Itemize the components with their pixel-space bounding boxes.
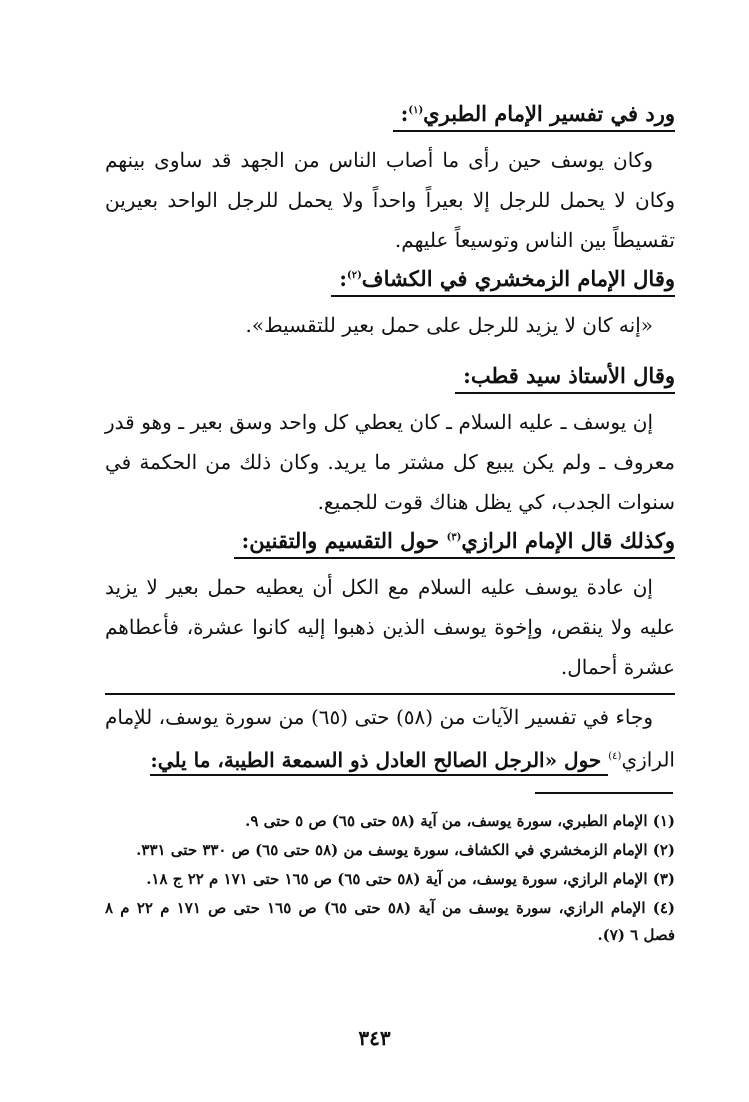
heading-zamakhshari bbox=[331, 266, 675, 297]
footnote-4: (٤) الإمام الرازي، سورة يوسف من آية (٥٨ حتى ٦٥) ص ١٦٥ حتى ص ١٧١ م ٢٢ م ٨ فصل ٦ (٧). bbox=[105, 899, 675, 944]
section-zamakhshari bbox=[105, 266, 675, 297]
section-tabari bbox=[105, 101, 675, 132]
paragraph-razi-intro-start: وجاء في تفسير الآيات من (٥٨) حتى (٦٥) من سورة يوسف، للإمام الرازي bbox=[105, 705, 675, 772]
footnote-2: (٢) الإمام الزمخشري في الكشاف، سورة يوسف من (٥٨ حتى ٦٥) ص ٣٣٠ حتى ٣٣١. bbox=[136, 841, 675, 859]
section-qutb bbox=[105, 363, 675, 394]
section-razi bbox=[105, 528, 675, 559]
main-text-column bbox=[105, 95, 675, 786]
footnotes bbox=[105, 808, 675, 951]
footnote-ref-1[interactable]: (١) bbox=[408, 105, 424, 116]
paragraph-zamakhshari: «إنه كان لا يزيد للرجل على حمل بعير للتقسيط». bbox=[245, 313, 653, 337]
paragraph-razi-intro-end: حول «الرجل الصالح العادل ذو السمعة الطيبة، ما يلي: bbox=[150, 748, 608, 776]
heading-tabari-colon: : bbox=[400, 101, 409, 126]
heading-tabari-text: ورد في تفسير الإمام الطبري bbox=[423, 101, 675, 126]
footnote-3: (٣) الإمام الرازي، سورة يوسف، من آية (٥٨ حتى ٦٥) ص ١٦٥ حتى ١٧١ م ٢٢ ج ١٨. bbox=[146, 870, 675, 888]
heading-zamakhshari-text: وقال الإمام الزمخشري في الكشاف bbox=[361, 266, 675, 291]
heading-razi-text: وكذلك قال الإمام الرازي bbox=[461, 528, 675, 553]
heading-tabari bbox=[393, 101, 675, 132]
footnote-1: (١) الإمام الطبري، سورة يوسف، من آية (٥٨ حتى ٦٥) ص ٥ حتى ٩. bbox=[245, 812, 675, 830]
heading-qutb: وقال الأستاذ سيد قطب: bbox=[455, 363, 675, 394]
paragraph-razi-intro bbox=[105, 693, 675, 780]
footnote-ref-2[interactable]: (٢) bbox=[346, 270, 362, 281]
paragraph-qutb: إن يوسف ـ عليه السلام ـ كان يعطي كل واحد وسق بعير ـ وهو قدر معروف ـ ولم يكن يبيع كل مشتر ما يريد. وكان ذلك من الحكمة في سنوات الجدب، كي يظل هناك قوت للجميع. bbox=[105, 410, 675, 514]
heading-razi-tail: حول التقسيم والتقنين: bbox=[241, 528, 447, 553]
paragraph-tabari: وكان يوسف حين رأى ما أصاب الناس من الجهد قد ساوى بينهم وكان لا يحمل للرجل إلا بعيراً واحداً ولا يحمل للرجل الواحد بعيرين تقسيطاً بين الناس وتوسيعاً عليهم. bbox=[105, 148, 675, 252]
heading-zamakhshari-colon: : bbox=[339, 266, 347, 291]
footnote-ref-3[interactable]: (٣) bbox=[446, 532, 462, 543]
heading-razi bbox=[234, 528, 675, 559]
page-number: ٣٤٣ bbox=[358, 1026, 391, 1050]
footnote-ref-4[interactable]: (٤) bbox=[608, 751, 622, 762]
paragraph-razi: إن عادة يوسف عليه السلام مع الكل أن يعطيه حمل بعير لا يزيد عليه ولا ينقص، وإخوة يوسف الذين ذهبوا إليه كانوا عشرة، فأعطاهم عشرة أحمال. bbox=[105, 575, 675, 679]
footnote-divider bbox=[535, 792, 673, 794]
